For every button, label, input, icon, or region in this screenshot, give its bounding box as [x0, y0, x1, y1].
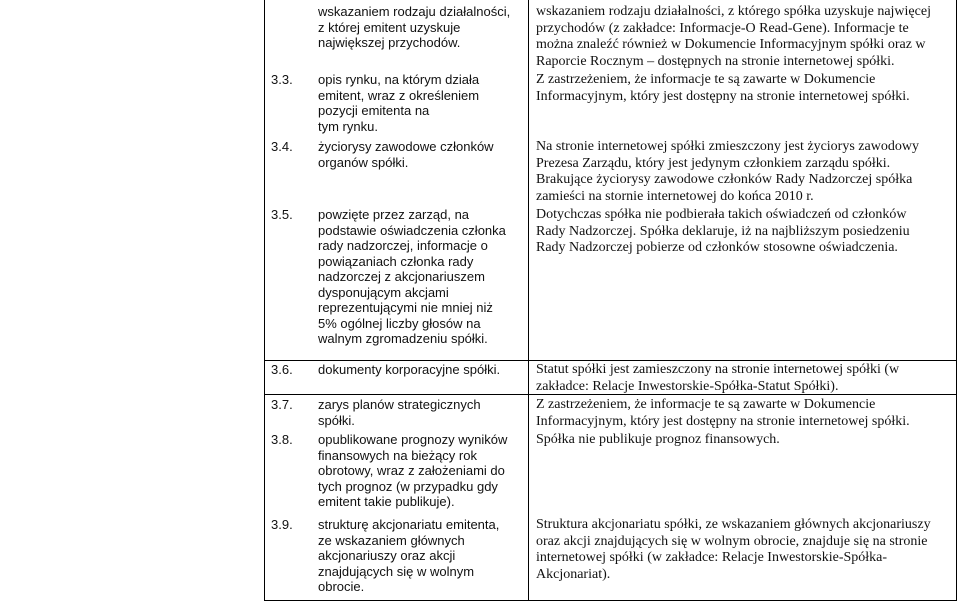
row-number: 3.6.	[271, 362, 293, 377]
row-description: Z zastrzeżeniem, że informacje te są zawarte w Dokumencie Informacyjnym, który jest dostępny na stronie internetowej spółki.	[536, 397, 910, 429]
row-label: opis rynku, na którym działa emitent, wraz z określeniem pozycji emitenta na tym rynku.	[318, 72, 480, 134]
row-number: 3.3.	[271, 72, 293, 87]
row-description: Na stronie internetowej spółki zmieszczony jest życiorys zawodowy Prezesa Zarządu, który jest jedynym członkiem zarządu spółki. Brakujące życiorysy zawodowe członków Rady Nadzorczej spółka zamieści na stornie internetowej do końca 2010 r.	[536, 139, 919, 204]
row-description: Spółka nie publikuje prognoz finansowych.	[536, 432, 780, 447]
row-number: 3.5.	[271, 207, 293, 222]
row-label: wskazaniem rodzaju działalności, z której emitent uzyskuje największej przychodów.	[318, 4, 511, 50]
row-divider	[264, 360, 957, 361]
row-description: Z zastrzeżeniem, że informacje te są zawarte w Dokumencie Informacyjnym, który jest dostępny na stronie internetowej spółki.	[536, 72, 910, 104]
row-number: 3.8.	[271, 432, 293, 447]
row-label: strukturę akcjonariatu emitenta, ze wskazaniem głównych akcjonariuszy oraz akcji znajdujących się w wolnym obrocie.	[318, 517, 500, 594]
row-description: Struktura akcjonariatu spółki, ze wskazaniem głównych akcjonariuszy oraz akcji znajdujących się w wolnym obrocie, znajduje się na stronie internetowej spółki (w zakładce: Relacje Inwestorskie-Spółka- Akcjonariat).	[536, 517, 931, 582]
row-number: 3.7.	[271, 397, 293, 412]
row-number: 3.4.	[271, 139, 293, 154]
row-description: Dotychczas spółka nie podbierała takich oświadczeń od członków Rady Nadzorczej. Spółka deklaruje, iż na najbliższym posiedzeniu Rady Nadzorczej pobierze od członków stosowne oświadczenia.	[536, 207, 910, 255]
table-border-left	[264, 0, 265, 601]
row-label: zarys planów strategicznych spółki.	[318, 397, 481, 428]
row-label: opublikowane prognozy wyników finansowych na bieżący rok obrotowy, wraz z założeniami do tych prognoz (w przypadku gdy emitent takie publikuje).	[318, 432, 508, 509]
row-label: życiorysy zawodowe członków organów spółki.	[318, 139, 494, 170]
row-number: 3.9.	[271, 517, 293, 532]
row-description: Statut spółki jest zamieszczony na stronie internetowej spółki (w zakładce: Relacje Inwestorskie-Spółka-Statut Spółki).	[536, 362, 900, 394]
row-label: powzięte przez zarząd, na podstawie oświadczenia członka rady nadzorczej, informacje o powiązaniach członka rady nadzorczej z akcjonariuszem dysponującym akcjami reprezentującymi nie mniej niż 5% ogólnej liczby głosów na walnym zgromadzeniu spółki.	[318, 207, 506, 346]
row-label: dokumenty korporacyjne spółki.	[318, 362, 501, 377]
table-border-right	[956, 0, 957, 601]
table-border-column	[528, 0, 529, 601]
row-description: wskazaniem rodzaju działalności, z którego spółka uzyskuje najwięcej przychodów (z zakładce: Informacje-O Read-Gene). Informacje te można znaleźć również w Dokumencie Informacyjnym spółki oraz w Raporcie Rocznym – dostępnych na stronie internetowej spółki.	[536, 4, 931, 69]
